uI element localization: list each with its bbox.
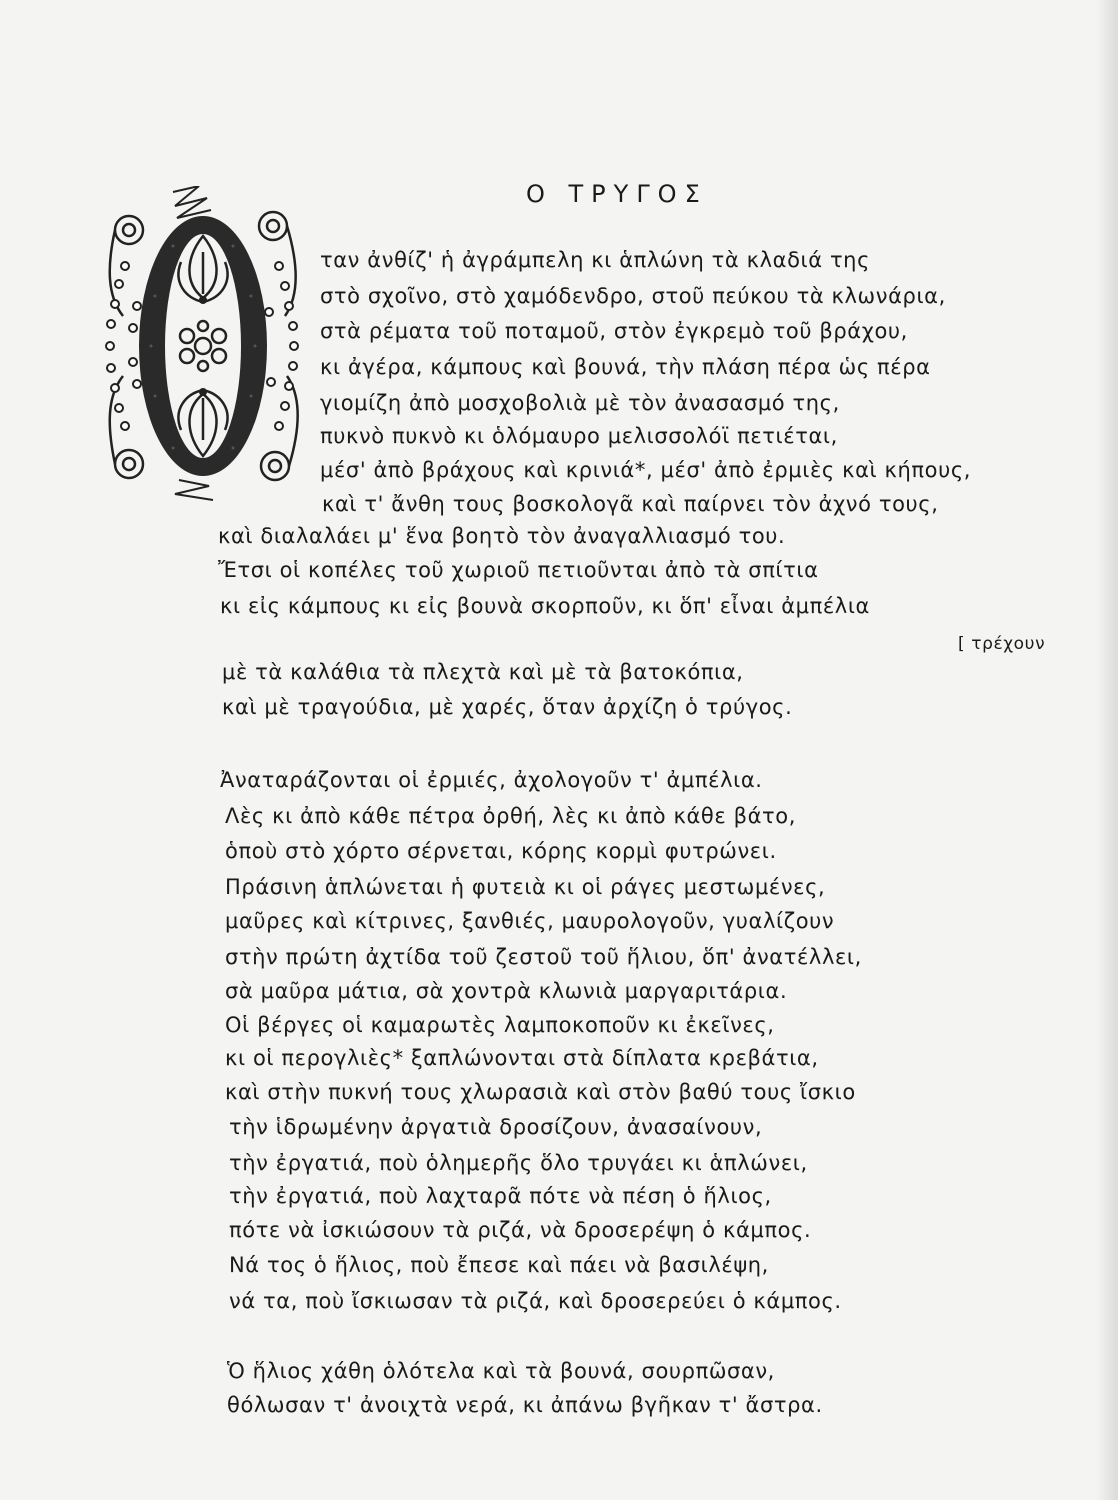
poem-line: Νά τος ὁ ἥλιος, ποὺ ἔπεσε καὶ πάει νὰ βασιλέψη, [229,1253,769,1277]
poem-line: στὴν πρώτη ἀχτίδα τοῦ ζεστοῦ τοῦ ἥλιου, ὅπ' ἀνατέλλει, [225,945,862,969]
poem-line: νά τα, ποὺ ἴσκιωσαν τὰ ριζά, καὶ δροσερεύει ὁ κάμπος. [229,1289,842,1313]
poem-line: Πράσινη ἁπλώνεται ἡ φυτειὰ κι οἱ ράγες μεστωμένες, [225,875,826,899]
poem-title: Ο ΤΡΥΓΟΣ [526,180,708,208]
poem-line: κι εἰς κάμπους κι εἰς βουνὰ σκορποῦν, κι ὅπ' εἶναι ἀμπέλια [220,594,870,618]
poem-line: μὲ τὰ καλάθια τὰ πλεχτὰ καὶ μὲ τὰ βατοκόπια, [222,660,744,684]
poem-line: πότε νὰ ἰσκιώσουν τὰ ριζά, νὰ δροσερέψη ὁ κάμπος. [229,1218,812,1242]
poem-line: τὴν ἐργατιά, ποὺ λαχταρᾶ πότε νὰ πέση ὁ ἥλιος, [229,1184,772,1208]
decorated-initial-letter [103,186,306,506]
poem-line: κι οἱ περογλιὲς* ξαπλώνονται στὰ δίπλατα κρεβάτια, [225,1046,819,1070]
poem-line: καὶ μὲ τραγούδια, μὲ χαρές, ὅταν ἀρχίζη ὁ τρύγος. [222,695,793,719]
poem-line: πυκνὸ πυκνὸ κι ὁλόμαυρο μελισσολόϊ πετιέται, [320,424,838,448]
poem-line: τὴν ἱδρωμένην ἀργατιὰ δροσίζουν, ἀνασαίνουν, [229,1115,763,1139]
poem-line: μέσ' ἀπὸ βράχους καὶ κρινιά*, μέσ' ἀπὸ ἐρμιὲς καὶ κήπους, [320,458,972,482]
poem-line: κι ἀγέρα, κάμπους καὶ βουνά, τὴν πλάση πέρα ὡς πέρα [320,355,931,379]
poem-line: ταν ἀνθίζ' ἡ ἀγράμπελη κι ἁπλώνη τὰ κλαδιά της [320,248,871,272]
ornamental-initial-o-icon [103,186,306,506]
poem-line: καὶ τ' ἄνθη τους βοσκολογᾶ καὶ παίρνει τὸν ἀχνό τους, [322,492,939,516]
page-edge-shadow [1096,0,1118,1500]
poem-line: μαῦρες καὶ κίτρινες, ξανθιές, μαυρολογοῦν, γυαλίζουν [225,909,835,933]
poem-line: τὴν ἐργατιά, ποὺ ὁλημερῆς ὅλο τρυγάει κι ἁπλώνει, [229,1151,808,1175]
poem-line: Ἀναταράζονται οἱ ἐρμιές, ἀχολογοῦν τ' ἀμπέλια. [220,768,763,792]
poem-line: Οἱ βέργες οἱ καμαρωτὲς λαμποκοποῦν κι ἐκεῖνες, [225,1013,775,1037]
poem-line: καὶ στὴν πυκνή τους χλωρασιὰ καὶ στὸν βαθύ τους ἴσκιο [225,1080,856,1104]
poem-line: ὁποὺ στὸ χόρτο σέρνεται, κόρης κορμὶ φυτρώνει. [225,839,777,863]
poem-line: σὰ μαῦρα μάτια, σὰ χοντρὰ κλωνιὰ μαργαριτάρια. [225,979,788,1003]
poem-line-continuation: [ τρέχουν [958,634,1046,654]
poem-line: Λὲς κι ἀπὸ κάθε πέτρα ὀρθή, λὲς κι ἀπὸ κάθε βάτο, [225,804,797,828]
poem-line: γιομίζη ἀπὸ μοσχοβολιὰ μὲ τὸν ἀνασασμό της, [320,391,840,415]
poem-line: Ὁ ἥλιος χάθη ὁλότελα καὶ τὰ βουνά, σουρπῶσαν, [227,1359,775,1383]
poem-line: καὶ διαλαλάει μ' ἕνα βοητὸ τὸν ἀναγαλλιασμό του. [218,524,786,548]
poem-line: θόλωσαν τ' ἀνοιχτὰ νερά, κι ἀπάνω βγῆκαν τ' ἄστρα. [227,1393,823,1417]
poem-line: στὸ σχοῖνο, στὸ χαμόδενδρο, στοῦ πεύκου τὰ κλωνάρια, [320,284,946,308]
poem-line: στὰ ρέματα τοῦ ποταμοῦ, στὸν ἐγκρεμὸ τοῦ βράχου, [320,319,908,343]
poem-line: Ἔτσι οἱ κοπέλες τοῦ χωριοῦ πετιοῦνται ἀπὸ τὰ σπίτια [218,558,819,582]
